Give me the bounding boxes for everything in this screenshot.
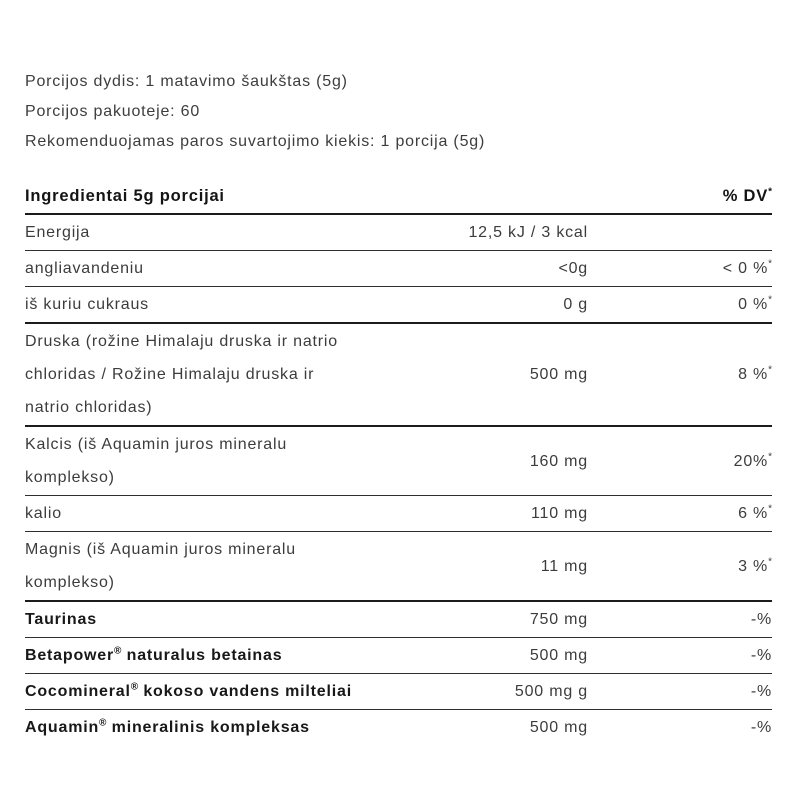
row-ingredient-name bbox=[25, 325, 400, 424]
ingredient-name-line: angliavandeniu bbox=[25, 260, 144, 277]
registered-trademark-symbol: ® bbox=[114, 645, 122, 657]
table-header-row bbox=[25, 180, 772, 215]
serving-info bbox=[25, 67, 772, 157]
dv-asterisk: * bbox=[768, 186, 772, 198]
row-amount: <0g bbox=[558, 260, 588, 277]
table-header-title: Ingredientai 5g porcijai bbox=[25, 187, 225, 205]
row-dv-percent: -% bbox=[750, 647, 772, 664]
row-dv-percent: 6 %* bbox=[738, 503, 772, 522]
dv-asterisk: * bbox=[768, 294, 772, 306]
row-ingredient-name bbox=[25, 711, 400, 744]
ingredient-name-line: Druska (rožine Himalaju druska ir natrio bbox=[25, 333, 338, 350]
ingredient-name-line: natrio chloridas) bbox=[25, 399, 153, 416]
ingredient-name-line: komplekso) bbox=[25, 469, 115, 486]
row-amount: 750 mg bbox=[529, 611, 588, 628]
row-ingredient-name bbox=[25, 675, 400, 708]
ingredient-name-line: Magnis (iš Aquamin juros mineralu bbox=[25, 541, 296, 558]
table-row bbox=[25, 496, 772, 532]
table-row bbox=[25, 674, 772, 710]
ingredient-name-line: Betapower® naturalus betainas bbox=[25, 645, 283, 664]
row-amount: 12,5 kJ / 3 kcal bbox=[468, 224, 588, 241]
row-amount: 500 mg g bbox=[514, 683, 588, 700]
row-amount: 160 mg bbox=[529, 452, 588, 470]
row-amount: 110 mg bbox=[531, 505, 588, 522]
table-row bbox=[25, 532, 772, 602]
dv-asterisk: * bbox=[768, 503, 772, 515]
ingredient-name-line: Kalcis (iš Aquamin juros mineralu bbox=[25, 436, 288, 453]
row-amount: 500 mg bbox=[529, 366, 588, 383]
table-row bbox=[25, 427, 772, 496]
row-amount: 0 g bbox=[563, 296, 588, 313]
row-ingredient-name bbox=[25, 252, 400, 285]
row-dv-percent: < 0 %* bbox=[722, 258, 772, 277]
serving-size-line: Porcijos dydis: 1 matavimo šaukštas (5g) bbox=[25, 73, 348, 90]
table-row bbox=[25, 602, 772, 638]
table-row bbox=[25, 638, 772, 674]
ingredient-name-line: komplekso) bbox=[25, 574, 115, 591]
row-ingredient-name bbox=[25, 428, 400, 494]
row-ingredient-name bbox=[25, 639, 400, 672]
dv-asterisk: * bbox=[768, 451, 772, 463]
ingredient-name-line: chloridas / Rožine Himalaju druska ir bbox=[25, 366, 315, 383]
row-ingredient-name bbox=[25, 603, 400, 636]
row-dv-percent: 0 %* bbox=[738, 294, 772, 313]
ingredients-table bbox=[25, 180, 772, 745]
table-row bbox=[25, 324, 772, 427]
row-ingredient-name bbox=[25, 216, 400, 249]
row-dv-percent: 3 %* bbox=[738, 556, 772, 575]
row-ingredient-name bbox=[25, 533, 400, 599]
row-amount: 500 mg bbox=[529, 719, 588, 736]
row-amount: 500 mg bbox=[529, 647, 588, 664]
servings-per-container-line: Porcijos pakuoteje: 60 bbox=[25, 103, 201, 120]
ingredient-name-line: Energija bbox=[25, 224, 91, 241]
ingredient-name-line: Aquamin® mineralinis kompleksas bbox=[25, 717, 310, 736]
table-row bbox=[25, 710, 772, 745]
recommended-daily-intake-line: Rekomenduojamas paros suvartojimo kiekis: 1 porcija (5g) bbox=[25, 133, 486, 150]
row-dv-percent: -% bbox=[750, 611, 772, 628]
registered-trademark-symbol: ® bbox=[130, 681, 139, 693]
ingredient-name-line: iš kuriu cukraus bbox=[25, 296, 149, 313]
table-row bbox=[25, 251, 772, 287]
ingredient-name-line: Taurinas bbox=[25, 611, 97, 628]
registered-trademark-symbol: ® bbox=[99, 717, 107, 729]
dv-asterisk: * bbox=[768, 258, 772, 270]
row-amount: 11 mg bbox=[540, 557, 588, 575]
ingredient-name-line: kalio bbox=[25, 505, 62, 522]
row-dv-percent: 20%* bbox=[733, 451, 772, 470]
row-dv-percent: 8 %* bbox=[738, 364, 772, 383]
row-ingredient-name bbox=[25, 288, 400, 321]
table-body bbox=[25, 215, 772, 745]
table-row bbox=[25, 287, 772, 324]
table-row bbox=[25, 215, 772, 251]
dv-asterisk: * bbox=[768, 364, 772, 376]
row-dv-percent: -% bbox=[750, 719, 772, 736]
row-dv-percent: -% bbox=[750, 683, 772, 700]
dv-asterisk: * bbox=[768, 556, 772, 568]
ingredient-name-line: Cocomineral® kokoso vandens milteliai bbox=[25, 681, 352, 700]
row-ingredient-name bbox=[25, 497, 400, 530]
table-header-dv-label: % DV* bbox=[722, 186, 772, 205]
